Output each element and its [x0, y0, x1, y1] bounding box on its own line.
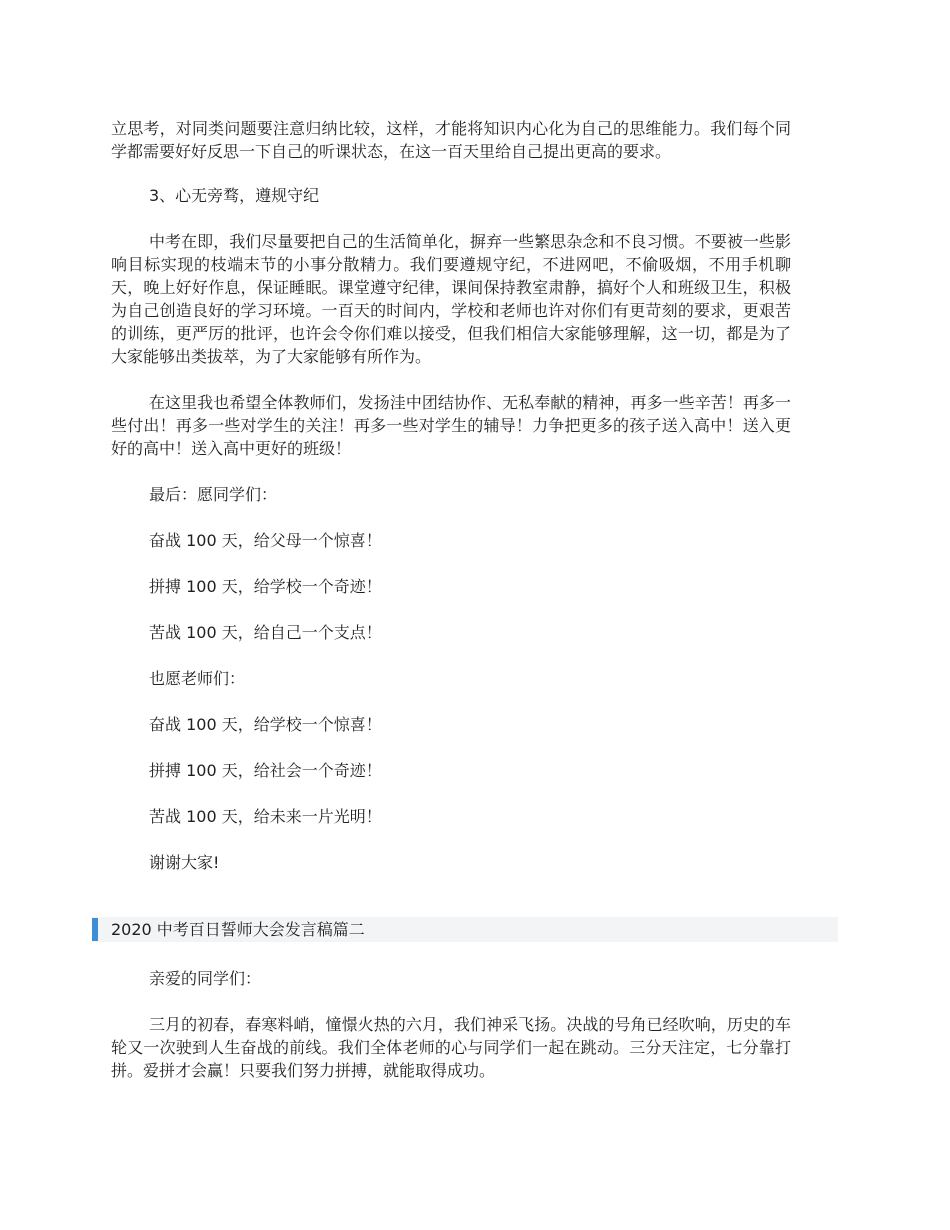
line-student-wish-3: 苦战 100 天，给自己一个支点！ — [149, 623, 382, 642]
paragraph-continuation: 立思考，对同类问题要注意归纳比较，这样，才能将知识内心化为自己的思维能力。我们每个同学都需要好好反思一下自己的听课状态，在这一百天里给自己提出更高的要求。 — [111, 119, 791, 161]
document-body-part2 — [111, 967, 791, 1105]
heading-accent-bar — [92, 918, 98, 941]
line-thanks: 谢谢大家! — [149, 853, 220, 872]
section-heading — [92, 917, 838, 942]
paragraph-teachers-hope: 在这里我也希望全体教师们，发扬洼中团结协作、无私奉献的精神，再多一些辛苦！再多一些付出！再多一些对学生的关注！再多一些对学生的辅导！力争把更多的孩子送入高中！送入更好的高中！送入高中更好的班级！ — [111, 393, 791, 458]
line-greeting: 亲爱的同学们： — [149, 969, 262, 988]
line-teacher-wish-2: 拼搏 100 天，给社会一个奇迹！ — [149, 761, 382, 780]
paragraph-discipline: 中考在即，我们尽量要把自己的生活简单化，摒弃一些繁思杂念和不良习惯。不要被一些影响目标实现的枝端末节的小事分散精力。我们要遵规守纪，不进网吧，不偷吸烟，不用手机聊天，晚上好好作息，保证睡眠。课堂遵守纪律，课间保持教室肃静，搞好个人和班级卫生，积极为自己创造良好的学习环境。一百天的时间内，学校和老师也许对你们有更苛刻的要求，更艰苦的训练，更严厉的批评，也许会令你们难以接受，但我们相信大家能够理解，这一切，都是为了大家能够出类拔萃，为了大家能够有所作为。 — [111, 232, 791, 366]
line-teacher-wish-1: 奋战 100 天，给学校一个惊喜！ — [149, 715, 382, 734]
line-student-wish-1: 奋战 100 天，给父母一个惊喜！ — [149, 531, 382, 550]
section-heading-title: 2020 中考百日誓师大会发言稿篇二 — [111, 920, 365, 939]
line-student-wish-2: 拼搏 100 天，给学校一个奇迹！ — [149, 577, 382, 596]
line-wish-teachers: 也愿老师们： — [149, 669, 246, 688]
paragraph-opening: 三月的初春，春寒料峭，憧憬火热的六月，我们神采飞扬。决战的号角已经吹响，历史的车轮又一次驶到人生奋战的前线。我们全体老师的心与同学们一起在跳动。三分天注定，七分靠打拼。爱拼才会赢！只要我们努力拼搏，就能取得成功。 — [111, 1015, 791, 1080]
line-wish-students: 最后：愿同学们： — [149, 485, 278, 504]
line-teacher-wish-3: 苦战 100 天，给未来一片光明！ — [149, 807, 382, 826]
subheading-point-3: 3、心无旁骛，遵规守纪 — [149, 186, 320, 205]
document-body-part1 — [111, 117, 791, 897]
